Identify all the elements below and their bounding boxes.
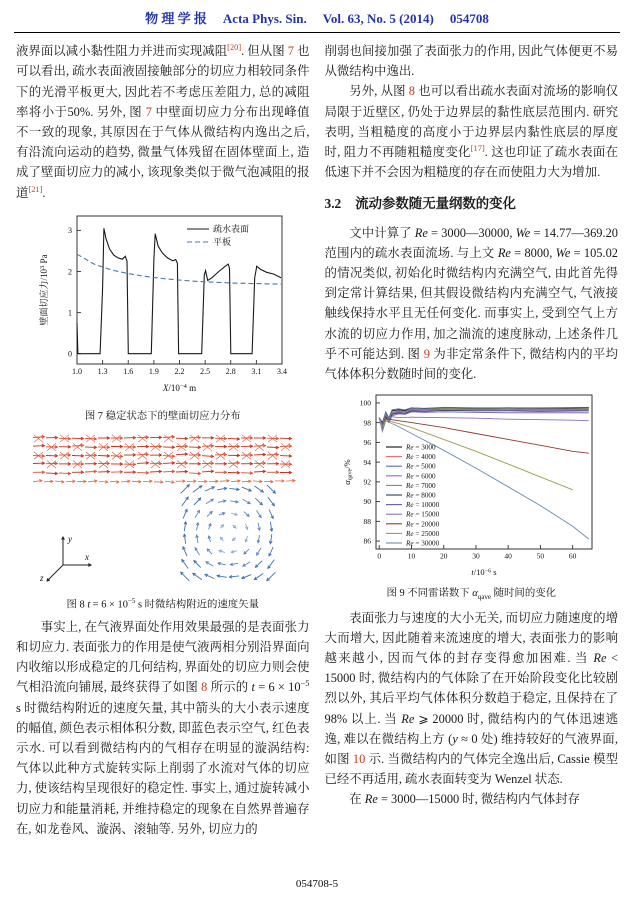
svg-text:壁面切应力/103 Pa: 壁面切应力$/10^3$ Pa [39, 254, 50, 326]
svg-text:y: y [67, 533, 72, 544]
journal-title-en: Acta Phys. Sin. [222, 11, 307, 26]
svg-text:1.3: 1.3 [97, 367, 108, 376]
right-column [325, 41, 619, 839]
svg-text:Re = 8000: Re = 8000 [406, 491, 436, 500]
svg-text:1: 1 [68, 308, 73, 318]
journal-volume: Vol. 63, No. 5 (2014) [322, 11, 434, 26]
paragraph-roughness: 另外, 从图 8 也可以看出疏水表面对流场的影响仅局限于近壁区, 仍处于边界层的黏性底层范围内. 研究表明, 当粗糙度的高度小于边界层内黏性底层的厚度时, 阻力不再随粗糙度变化[17]. 这也印证了疏水表面在低速下并不会因为粗糙度的存在而使阻力大为增加. [324, 84, 619, 180]
figure-9-gas-fraction-chart [340, 389, 602, 585]
svg-text:Re = 3000: Re = 3000 [406, 443, 436, 452]
section-number: 3.2 [324, 195, 342, 211]
svg-text:40: 40 [504, 551, 513, 561]
svg-text:2: 2 [68, 267, 73, 277]
svg-text:50: 50 [536, 551, 545, 561]
svg-text:Re = 20000: Re = 20000 [406, 520, 440, 529]
svg-text:92: 92 [363, 477, 372, 487]
svg-text:αqave/%: αqave/% [342, 459, 354, 485]
svg-text:1.6: 1.6 [123, 367, 134, 376]
figure-9 [325, 389, 619, 602]
svg-text:20: 20 [440, 551, 448, 561]
paragraph-drag-reduction: 液界面以减小黏性阻力并进而实现减阻[20]. 但从图 7 也可以看出, 疏水表面液固接触部分的切应力相较同条件下的光滑平板更大, 因此若不考虑压差阻力, 总的减阻率将小于50%. 另外, 图 7 中壁面切应力分布出现峰值不一致的现象, 其原因在于气体从微结构内逸出之后, 有沿流向运动的趋势, 微量气体残留在固体壁面上, 造成了壁面切应力的减小, 该现象类似于微气泡减阻的报道[21]. [16, 42, 310, 200]
journal-header-line [0, 8, 634, 27]
paragraph-continuation: 削弱也间接加强了表面张力的作用, 因此气体便更不易从微结构中逸出. [324, 44, 618, 79]
section-title: 流动参数随无量纲数的变化 [355, 195, 516, 211]
left-column [16, 41, 310, 839]
svg-text:10: 10 [407, 551, 416, 561]
svg-text:X/10−4 m: $X/10^{-4}$ m [163, 383, 197, 393]
svg-text:98: 98 [363, 418, 372, 428]
figure-8 [16, 429, 310, 612]
figure-9-caption: 图 9 不同雷诺数下 $\alpha_{qave}$ 随时间的变化 [386, 588, 556, 602]
page-number: 054708-5 [295, 878, 339, 890]
svg-text:1.9: 1.9 [149, 367, 160, 376]
svg-text:z: z [39, 572, 44, 583]
svg-text:3.1: 3.1 [251, 367, 262, 376]
svg-text:94: 94 [363, 458, 372, 468]
svg-text:2.8: 2.8 [226, 367, 236, 376]
svg-text:2.2: 2.2 [174, 367, 185, 376]
article-number: 054708 [449, 11, 489, 26]
svg-text:疏水表面: 疏水表面 [213, 224, 250, 235]
svg-text:Re = 25000: Re = 25000 [406, 530, 440, 539]
svg-text:86: 86 [363, 536, 372, 546]
paragraph-gas-retention: 在 Re = 3000—15000 时, 微结构内气体封存 [349, 792, 581, 807]
svg-text:Re = 10000: Re = 10000 [406, 501, 440, 510]
figure-8-caption: 图 8 $t = 6 \times 10^{-5}$ s 时微结构附近的速度矢量 [66, 596, 259, 610]
svg-text:Re = 4000: Re = 4000 [406, 453, 436, 462]
svg-text:0: 0 [377, 551, 382, 561]
svg-text:0: 0 [68, 349, 73, 359]
two-column-body [0, 33, 634, 839]
svg-text:30: 30 [472, 551, 480, 561]
paragraph-surface-tension: 表面张力与速度的大小无关, 而切应力随速度的增大而增大, 因此随着来流速度的增大, 表面张力的影响越来越小, 因而气体的封存变得愈加困难. 当 Re < 15000 时, 微结构内的气体除了在开始阶段变化比较剧烈以外, 其后平均气体体积分数趋于稳定, 且保持在了98% 以上. 当 Re ⩾ 20000 时, 微结构内的气体迅速逃逸, 难以在微结构上方 (y ≈ 0 处) 维持较好的气液界面, 如图 10 示. 当微结构内的气体完全逸出后, Cassie 模型已经不再适用, 疏水表面转变为 Wenzel 状态. [324, 610, 618, 787]
paragraph-vortex-discussion: 事实上, 在气液界面处作用效果最强的是表面张力和切应力. 表面张力的作用是使气液两相分别沿界面向内收缩以形成稳定的几何结构, 界面处的切应力则会使气相沿流向铺展, 最终获得了如图 8 所示的 $t = 6 \times 10^{-5}$ s 时微结构附近的速度矢量, 其中箭头的大小表示速度的幅值, 颜色表示相体积分数, 即蓝色表示空气, 红色表示水. 可以看到微结构内的气相存在明显的漩涡结构: 气体以此种方式旋转实际上削弱了水流对气体的切应力, 使该结构呈现很好的稳定性. 事实上, 通过旋转减小切应力和能量消耗, 并维持稳定的现象在自然界普遍存在, 如龙卷风、漩涡、滚轴等. 另外, 切应力的 [16, 619, 310, 836]
svg-text:2.5: 2.5 [200, 367, 211, 376]
svg-text:96: 96 [363, 438, 372, 448]
figure-7 [16, 208, 310, 424]
figure-8-velocity-vector-plot [29, 429, 297, 595]
figure-7-caption: 图 7 稳定状态下的壁面切应力分布 [84, 411, 241, 422]
svg-text:1.0: 1.0 [72, 367, 83, 376]
svg-text:3: 3 [68, 226, 73, 236]
page-footer [0, 878, 634, 890]
svg-text:Re = 15000: Re = 15000 [406, 510, 440, 519]
figure-7-shear-stress-chart [35, 208, 290, 408]
svg-text:88: 88 [363, 517, 372, 527]
svg-text:3.4: 3.4 [277, 367, 288, 376]
svg-text:60: 60 [569, 551, 577, 561]
svg-text:Re = 5000: Re = 5000 [406, 462, 436, 471]
svg-text:Re = 7000: Re = 7000 [406, 482, 436, 491]
svg-text:Re = 6000: Re = 6000 [406, 472, 436, 481]
journal-header [0, 0, 634, 33]
svg-text:t/10−6 s: $t/10^{-6}$ s [471, 567, 497, 578]
svg-text:Re = 30000: Re = 30000 [406, 539, 440, 548]
svg-text:x: x [84, 551, 89, 562]
svg-text:90: 90 [363, 497, 372, 507]
svg-text:100: 100 [360, 398, 372, 408]
section-heading-3-2 [325, 193, 619, 215]
journal-title-zh: 物 理 学 报 [145, 11, 207, 26]
svg-text:平板: 平板 [213, 237, 232, 248]
paragraph-reynolds-range: 文中计算了 Re = 3000—30000, We = 14.77—369.20 范围内的疏水表面流场. 与上文 Re = 8000, We = 105.02 的情况类似, 初始化时微结构内充满空气, 由此首先得到定常计算结果, 但其假设微结构内充满空气, 气液接触线保持水平且无任何变化. 而事实上, 受到空气上方水流的切应力作用, 加之湍流的速度脉动, 上述条件几乎不可能达到. 图 9 为非定常条件下, 微结构内的平均气体体积分数随时间的变化. [324, 225, 618, 382]
